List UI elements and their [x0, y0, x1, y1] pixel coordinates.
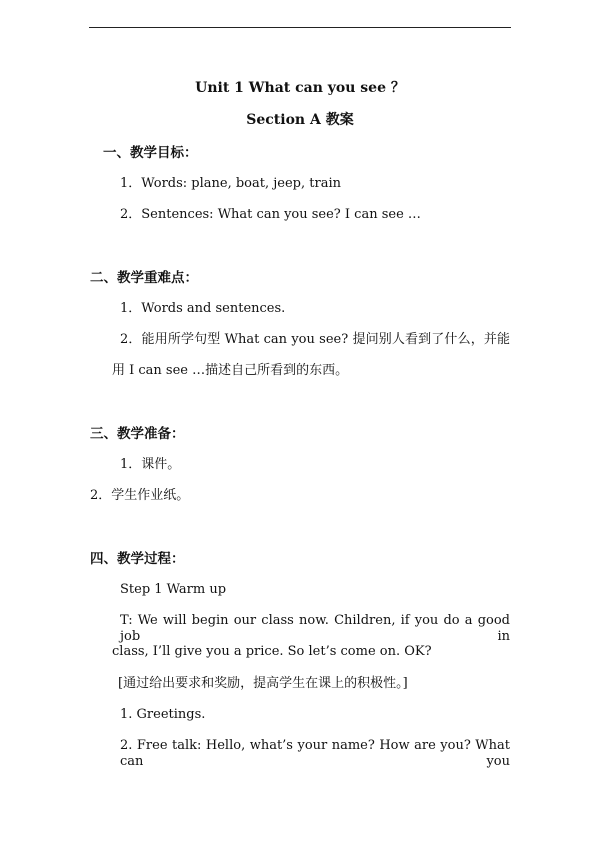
process-greetings: 1. Greetings.: [120, 707, 206, 722]
section-heading-objectives: 一、教学目标：: [103, 145, 198, 161]
objective-line-words: 1．Words: plane, boat, jeep, train: [120, 176, 341, 191]
section-heading-process: 四、教学过程：: [90, 551, 185, 567]
header-rule: [89, 27, 511, 28]
objective-line-sentences: 2．Sentences: What can you see? I can see …: [120, 207, 421, 222]
process-teacher-line-2: class, I’ll give you a price. So let’s come on. OK?: [112, 644, 432, 659]
process-free-talk: 2. Free talk: Hello, what’s your name? How are you? What can you: [120, 738, 510, 769]
section-heading-preparation: 三、教学准备：: [90, 426, 185, 442]
key-point-line-2: 2．能用所学句型 What can you see? 提问别人看到了什么，并能: [120, 332, 510, 347]
process-step-1-title: Step 1 Warm up: [120, 582, 227, 597]
key-point-line-2-continued: 用 I can see …描述自己所看到的东西。: [112, 363, 349, 378]
key-point-line-1: 1．Words and sentences.: [120, 301, 286, 316]
preparation-line-1: 1．课件。: [120, 457, 181, 472]
document-title: Unit 1 What can you see ？: [195, 80, 405, 96]
preparation-line-2: 2．学生作业纸。: [90, 488, 190, 503]
document-subtitle: Section A 教案: [246, 112, 354, 128]
process-teacher-line-1: T: We will begin our class now. Children, if you do a good job in: [120, 613, 510, 644]
section-heading-key-points: 二、教学重难点：: [90, 270, 198, 286]
process-note: [通过给出要求和奖励，提高学生在课上的积极性。]: [118, 676, 408, 691]
